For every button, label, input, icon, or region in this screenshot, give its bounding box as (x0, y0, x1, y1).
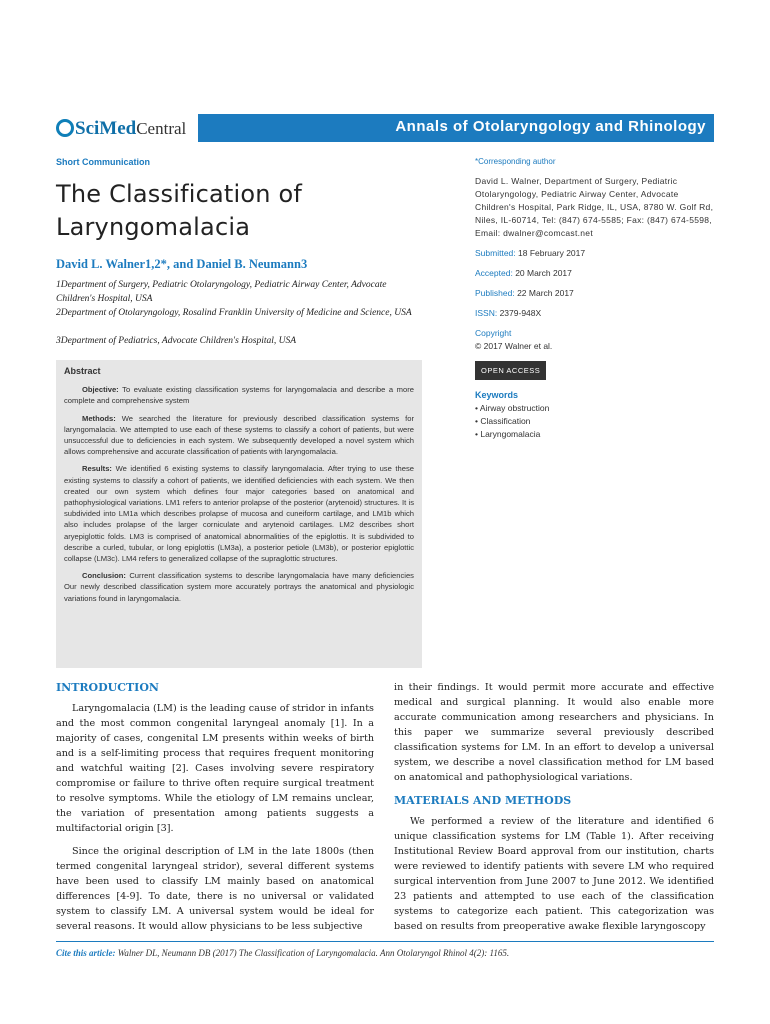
copyright-label (475, 327, 715, 340)
body-column-left (56, 680, 374, 942)
citation-footer (56, 948, 509, 958)
objective-label: Objective: (82, 385, 119, 395)
affiliation: 1Department of Surgery, Pediatric Otolaryngology, Pediatric Airway Center, Advocate Children's Hospital, USA (56, 280, 387, 304)
logo-central: Central (136, 119, 187, 138)
body-paragraph: Laryngomalacia (LM) is the leading cause of stridor in infants and the most common congenital laryngeal anomaly [1]. In a majority of cases, congenital LM presents within weeks of birth and is a self-limiting process that requires frequent monitoring and watchful waiting [2]. Cases involving severe respiratory compromise or failure to thrive often require surgical treatment to resolve symptoms. While the etiology of LM remains unclear, the variation of presentation among patients suggests a multifactorial origin [3]. (56, 703, 374, 834)
journal-banner (198, 114, 714, 142)
logo-med: Med (99, 118, 137, 139)
publisher-logo (56, 116, 186, 140)
keyword-item: • Classification (475, 416, 531, 426)
published-date (475, 287, 715, 300)
methods-heading: MATERIALS AND METHODS (394, 794, 572, 807)
accepted-label: Accepted: (475, 268, 513, 278)
corresponding-address: David L. Walner, Department of Surgery, Pediatric Otolaryngology, Pediatric Airway Center, Advocate Children's Hospital, Park Ridge, IL, USA, 8780 W. Golf Rd, Niles, IL-60714, Tel: (847) 674-5585; Fax: (847) 674-5598, Email: (475, 176, 714, 238)
cite-text: Walner DL, Neumann DB (2017) The Classification of Laryngomalacia. Ann Otolaryngol Rhinol 4(2): 1165. (115, 948, 510, 958)
author-list: David L. Walner1,2*, and Daniel B. Neumann3 (56, 257, 308, 271)
published-label: Published: (475, 288, 515, 298)
abstract-heading: Abstract (64, 366, 101, 376)
results-text: We identified 6 existing systems to classify laryngomalacia. After trying to use these existing systems to classify a cohort of patients, we identified deficiencies with each system. We then created our own system which defines four major categories based on anatomical and pathophysiological variations. LM1 refers to anterior prolapse of the posterior (arytenoid) structures. It is subdivided into LM1a which describes prolapse of mucosa and cuneiform cartilage, and LM1b which also includes prolapse of the larger corniculate and arytenoid cartilages. LM2 describes short aryepiglottic folds. LM3 is comprised of anatomical abnormalities of the epiglottis. It is subdivided to describe a curled, tubular, or long epiglottis (LM3a), a posterior petiole (LM3b), or posterior epiglottic collapse (LM3c). LM4 refers to generalized collapse of the supraglottic structures. (64, 464, 414, 564)
accepted-date (475, 267, 715, 280)
journal-title: Annals of Otolaryngology and Rhinology (395, 118, 706, 135)
keyword-item: • Laryngomalacia (475, 429, 541, 439)
open-access-badge: OPEN ACCESS (475, 361, 546, 380)
corresponding-label: *Corresponding author (475, 157, 556, 166)
body-paragraph: Since the original description of LM in the late 1800s (then termed congenital laryngeal stridor), several different systems have been used to classify LM mainly based on anatomical differences [4-9]. To date, there is no universal or validated system to classify LM. A universal system would be ideal for several reasons. It would allow physicians to be less subjective (56, 846, 374, 932)
objective-text: To evaluate existing classification systems for laryngomalacia and describe a more complete and comprehensive system (64, 385, 414, 406)
submitted-value: 18 February 2017 (518, 248, 586, 258)
body-paragraph: in their findings. It would permit more accurate and effective medical and surgical planning. It would also enable more accurate communication among researchers and physicians. In this paper we summarize several previously described classification systems for LM. In an effort to develop a universal system, we describe a novel classification method for LM based on anatomical and pathophysiological variations. (394, 682, 714, 783)
footer-divider (56, 941, 714, 942)
published-value: 22 March 2017 (517, 288, 574, 298)
page-header (56, 114, 714, 142)
article-type: Short Communication (56, 157, 150, 167)
logo-sci: Sci (75, 118, 100, 139)
title-line: The Classification of (56, 180, 303, 208)
abstract-box (56, 360, 422, 668)
affiliation: 2Department of Otolaryngology, Rosalind Franklin University of Medicine and Science, USA (56, 308, 412, 318)
article-info-panel (475, 175, 715, 441)
conclusion-label: Conclusion: (82, 571, 126, 581)
abstract-methods (64, 413, 414, 458)
affiliation: 3Department of Pediatrics, Advocate Children's Hospital, USA (56, 336, 297, 346)
accepted-value: 20 March 2017 (515, 268, 572, 278)
body-paragraph: We performed a review of the literature and identified 6 unique classification systems for LM (Table 1). After receiving Institutional Review Board approval from our institution, charts were reviewed to identify patients with severe LM who required surgical intervention from June 2007 to June 2012. We identified 23 patients and attempted to use each of the classification systems to categorize each patient. This categorization was based on results from preoperative awake flexible laryngoscopy (394, 816, 714, 932)
methods-text: We searched the literature for previously described classification systems for laryngomalacia. We attempted to use each of these systems to classify a cohort of patients, but were unsuccessful due to deficiencies in each system. We subsequently developed a novel system which allows comprehensive and accurate classification of patients with laryngomalacia. (64, 413, 414, 457)
title-line: Laryngomalacia (56, 213, 251, 241)
abstract-objective (64, 384, 414, 406)
corresponding-author (475, 175, 715, 240)
abstract-results (64, 463, 414, 564)
article-title (56, 178, 436, 244)
keyword-item: • Airway obstruction (475, 403, 550, 413)
body-column-right (394, 680, 714, 942)
submitted-label: Submitted: (475, 248, 516, 258)
keywords-heading: Keywords (475, 390, 519, 400)
issn-value: 2379-948X (499, 308, 542, 318)
copyright-value: © 2017 Walner et al. (475, 341, 553, 351)
abstract-conclusion (64, 570, 414, 604)
issn-label: ISSN: (475, 308, 498, 318)
issn (475, 307, 715, 320)
methods-label: Methods: (82, 413, 116, 423)
copyright-heading: Copyright (475, 328, 512, 338)
cite-label: Cite this article: (56, 948, 116, 958)
submitted-date (475, 247, 715, 260)
logo-ring-icon (56, 119, 74, 137)
introduction-heading: INTRODUCTION (56, 681, 159, 694)
results-label: Results: (82, 464, 112, 474)
conclusion-text: Current classification systems to describe laryngomalacia have many deficiencies Our newly described classification system more accurately portrays the anatomical and physiologic variations found in laryngomalacia. (64, 571, 414, 603)
corresponding-email[interactable]: dwalner@comcast.net (503, 228, 593, 238)
